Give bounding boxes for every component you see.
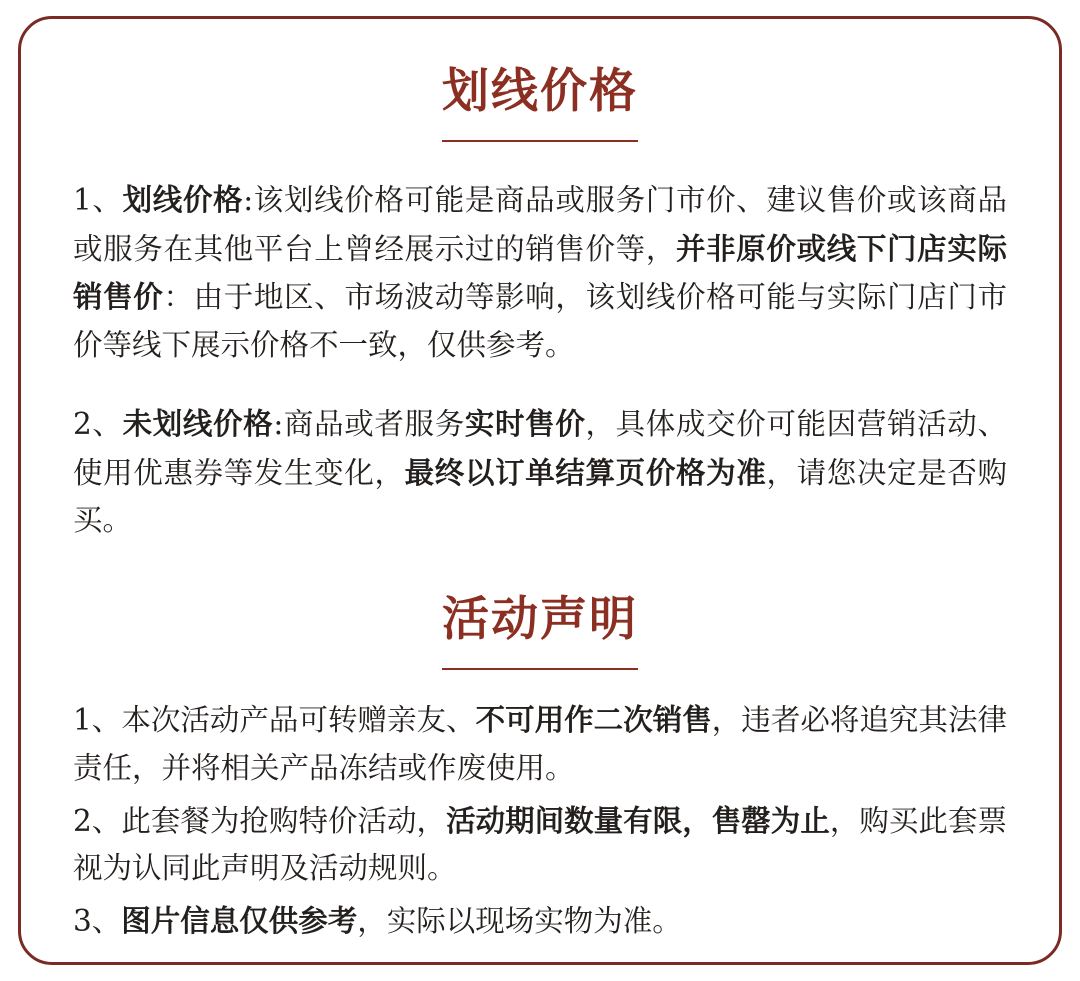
section-body-activity-statement xyxy=(73,696,1007,946)
title-underline-rule xyxy=(442,140,638,142)
run-text-bold: 划线价格 xyxy=(122,181,244,217)
run-text: :该划线价格可能是商品或服务门市价、建议售价或该商品或服务在其他平台上曾经展示过的销售价等， xyxy=(73,182,1007,266)
run-text-bold: 最终以订单结算页价格为准 xyxy=(404,454,767,490)
run-text: 3、 xyxy=(73,904,122,939)
run-text: 2、 xyxy=(73,406,123,441)
title-underline-rule xyxy=(442,668,638,670)
run-text: 1、本次活动产品可转赠亲友、 xyxy=(73,702,476,737)
run-text-bold: 不可用作二次销售 xyxy=(475,701,712,737)
run-text: ：由于地区、市场波动等影响，该划线价格可能与实际门店门市价等线下展示价格不一致，仅供参考。 xyxy=(73,280,1007,363)
run-text: ，实际以现场实物为准。 xyxy=(357,904,682,939)
run-text: 1、 xyxy=(73,182,123,217)
run-text-bold: 图片信息仅供参考 xyxy=(121,903,358,939)
run-text: ，具体成交价可能因营销活动、使用优惠券等发生变化， xyxy=(73,406,1007,490)
run-text: :商品或者服务 xyxy=(273,406,465,441)
run-text-bold: 未划线价格 xyxy=(122,405,274,441)
paragraph xyxy=(73,400,1007,545)
run-text: ，违者必将追究其法律责任，并将相关产品冻结或作废使用。 xyxy=(73,702,1007,785)
run-text-bold: 活动期间数量有限，售罄为止 xyxy=(446,802,830,838)
paragraph xyxy=(73,176,1007,370)
run-text-bold: 实时售价 xyxy=(464,405,586,441)
paragraph xyxy=(73,897,1007,946)
section-body-strikethrough-price xyxy=(73,176,1007,545)
run-text: ，请您决定是否购买。 xyxy=(73,455,1007,538)
notice-content xyxy=(21,19,1059,946)
paragraph xyxy=(73,797,1007,894)
section-strikethrough-price xyxy=(73,63,1007,545)
notice-card xyxy=(18,16,1062,965)
run-text: 2、此套餐为抢购特价活动， xyxy=(73,803,447,838)
section-title-strikethrough-price: 划线价格 xyxy=(442,64,638,119)
section-title-activity-statement: 活动声明 xyxy=(442,592,638,648)
run-text-bold: 并非原价或线下门店实际销售价 xyxy=(73,230,1007,315)
section-activity-statement xyxy=(73,591,1007,946)
run-text: ，购买此套票视为认同此声明及活动规则。 xyxy=(73,803,1007,886)
paragraph xyxy=(73,696,1007,793)
